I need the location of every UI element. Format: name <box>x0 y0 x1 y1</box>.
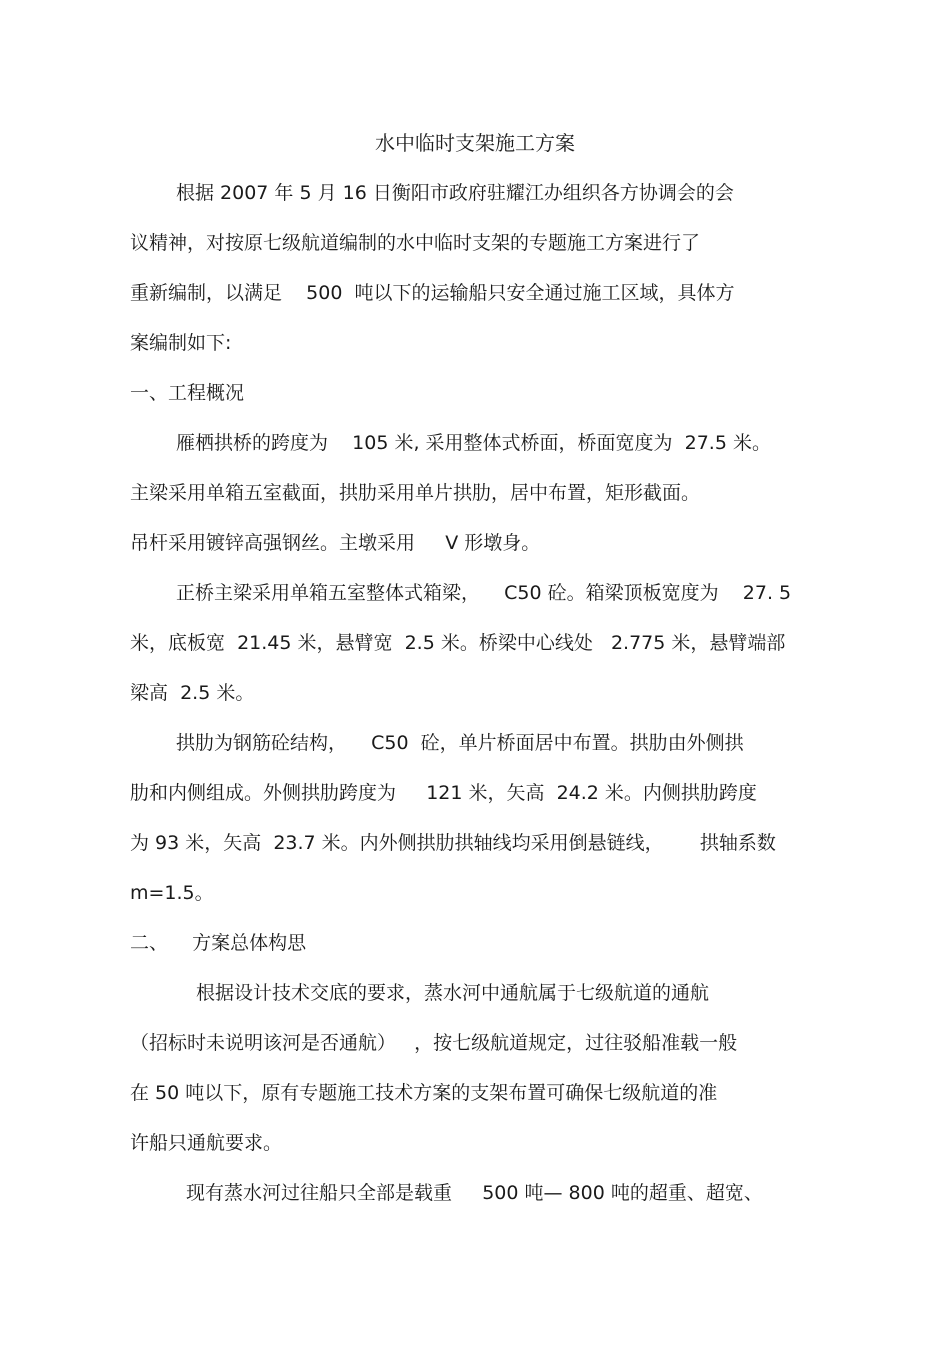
paragraph-1-line-3: 重新编制，以满足 500 吨以下的运输船只安全通过施工区域，具体方 <box>130 282 735 304</box>
paragraph-5-line-3: 在 50 吨以下，原有专题施工技术方案的支架布置可确保七级航道的准 <box>130 1082 718 1104</box>
paragraph-4-line-1: 拱肋为钢筋砼结构， C50 砼，单片桥面居中布置。拱肋由外侧拱 <box>176 732 744 754</box>
document-title: 水中临时支架施工方案 <box>375 131 575 155</box>
paragraph-2-line-3: 吊杆采用镀锌高强钢丝。主墩采用 V 形墩身。 <box>130 532 541 554</box>
section-heading-2: 二、 方案总体构思 <box>130 932 307 954</box>
paragraph-1-line-4: 案编制如下: <box>130 332 232 354</box>
paragraph-5-line-1: 根据设计技术交底的要求，蒸水河中通航属于七级航道的通航 <box>196 982 710 1004</box>
paragraph-6-line-1: 现有蒸水河过往船只全部是载重 500 吨— 800 吨的超重、超宽、 <box>186 1182 763 1204</box>
paragraph-4-line-3: 为 93 米，矢高 23.7 米。内外侧拱肋拱轴线均采用倒悬链线， 拱轴系数 <box>130 832 776 854</box>
section-heading-1: 一、工程概况 <box>130 382 245 404</box>
paragraph-5-line-2: （招标时未说明该河是否通航） ，按七级航道规定，过往驳船准载一般 <box>130 1032 738 1054</box>
paragraph-4-line-2: 肋和内侧组成。外侧拱肋跨度为 121 米，矢高 24.2 米。内侧拱肋跨度 <box>130 782 757 804</box>
paragraph-3-line-3: 梁高 2.5 米。 <box>130 682 255 704</box>
paragraph-2-line-1: 雁栖拱桥的跨度为 105 米, 采用整体式桥面，桥面宽度为 27.5 米。 <box>176 432 771 454</box>
paragraph-4-line-4: m=1.5。 <box>130 882 214 904</box>
paragraph-2-line-2: 主梁采用单箱五室截面，拱肋采用单片拱肋，居中布置，矩形截面。 <box>130 482 701 504</box>
paragraph-3-line-1: 正桥主梁采用单箱五室整体式箱梁， C50 砼。箱梁顶板宽度为 27. 5 <box>176 582 792 604</box>
paragraph-1-line-2: 议精神，对按原七级航道编制的水中临时支架的专题施工方案进行了 <box>130 232 701 254</box>
paragraph-5-line-4: 许船只通航要求。 <box>130 1132 283 1154</box>
paragraph-3-line-2: 米，底板宽 21.45 米，悬臂宽 2.5 米。桥梁中心线处 2.775 米，悬臂端部 <box>130 632 786 654</box>
paragraph-1-line-1: 根据 2007 年 5 月 16 日衡阳市政府驻耀江办组织各方协调会的会 <box>176 182 734 204</box>
